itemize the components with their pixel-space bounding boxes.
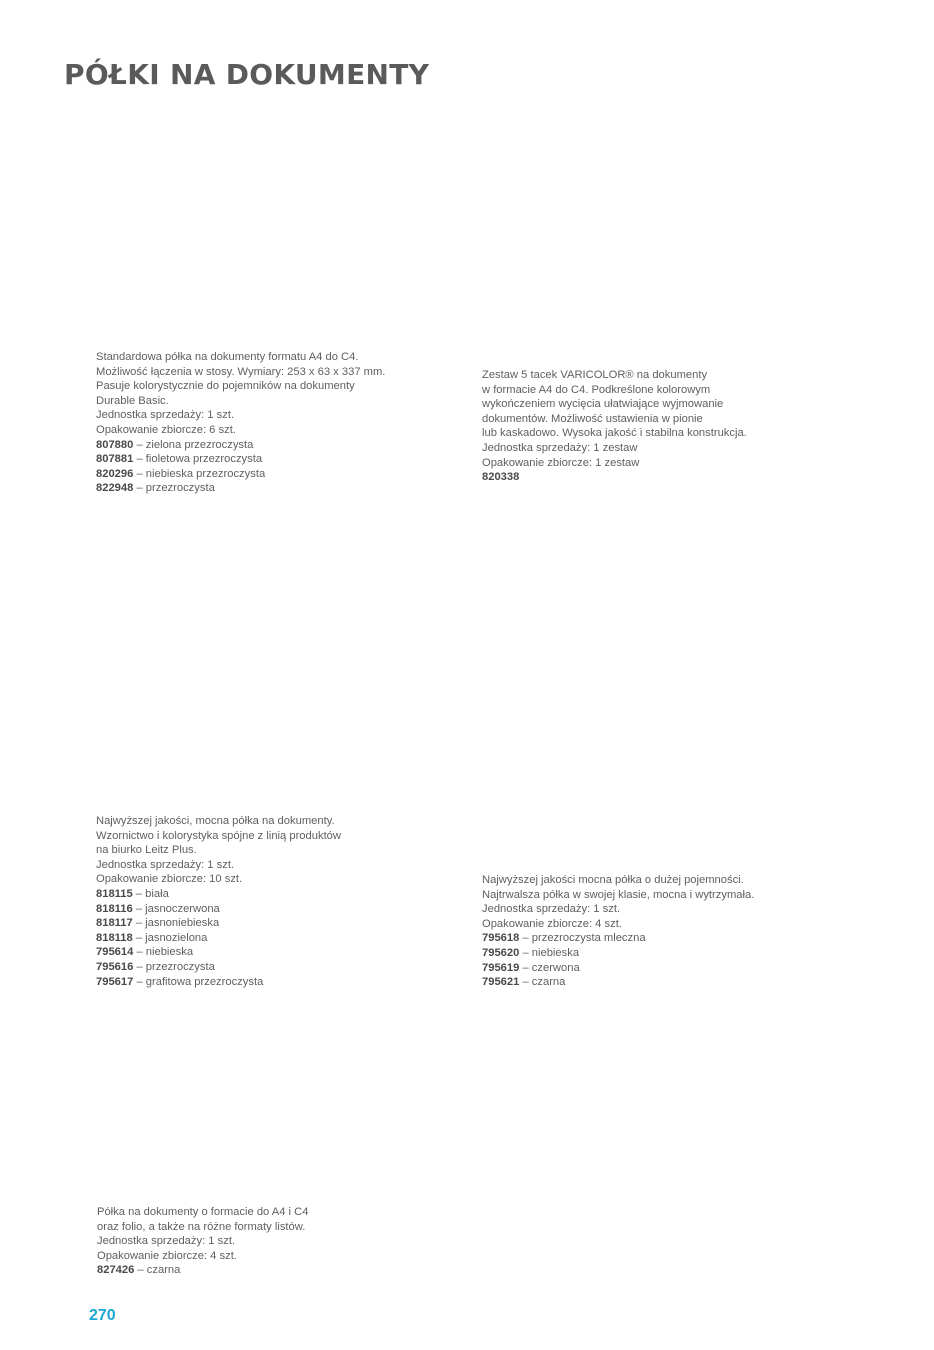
product-code: 820338 bbox=[482, 471, 520, 484]
product-block-varicolor-set bbox=[482, 368, 747, 485]
product-variant bbox=[482, 931, 754, 946]
product-block-high-capacity-shelf bbox=[482, 873, 754, 990]
product-variant bbox=[96, 481, 385, 496]
product-variant-description: – czarna bbox=[519, 976, 566, 989]
product-code: 822948 bbox=[96, 482, 134, 495]
product-variant-description: – jasnozielona bbox=[132, 931, 208, 944]
product-code: 795620 bbox=[482, 946, 520, 959]
product-code: 818118 bbox=[96, 931, 133, 944]
product-description-line: dokumentów. Możliwość ustawienia w pionie bbox=[482, 412, 703, 425]
product-variant bbox=[96, 975, 341, 990]
product-description-line: Jednostka sprzedaży: 1 zestaw bbox=[482, 441, 638, 454]
product-description-line: Najwyższej jakości, mocna półka na dokumenty. bbox=[96, 815, 335, 827]
product-description-line: Możliwość łączenia w stosy. Wymiary: 253 x 63 x 337 mm. bbox=[96, 365, 386, 378]
product-description-line: Półka na dokumenty o formacie do A4 i C4 bbox=[97, 1206, 309, 1218]
product-variant-description: – niebieska bbox=[133, 946, 194, 959]
product-variant bbox=[482, 470, 747, 485]
product-description-line: Najtrwalsza półka w swojej klasie, mocna i wytrzymała. bbox=[482, 888, 755, 901]
product-code: 807881 bbox=[96, 453, 134, 466]
product-code: 818117 bbox=[96, 917, 133, 930]
product-description-line: w formacie A4 do C4. Podkreślone kolorowym bbox=[482, 383, 711, 396]
product-variant bbox=[96, 467, 385, 482]
product-description-line: Durable Basic. bbox=[96, 394, 169, 407]
product-variant-description: – fioletowa przezroczysta bbox=[133, 453, 263, 466]
product-variant bbox=[482, 975, 754, 990]
product-description-line: Wzornictwo i kolorystyka spójne z linią produktów bbox=[96, 829, 341, 842]
product-variant-description: – przezroczysta bbox=[133, 960, 215, 973]
product-code: 820296 bbox=[96, 467, 134, 480]
product-description-line: Opakowanie zbiorcze: 10 szt. bbox=[96, 873, 243, 886]
product-block-leitz-plus-shelf bbox=[96, 814, 341, 989]
product-variant bbox=[96, 960, 341, 975]
product-description-line: Jednostka sprzedaży: 1 szt. bbox=[97, 1235, 236, 1248]
product-description-line: lub kaskadowo. Wysoka jakość i stabilna konstrukcja. bbox=[482, 427, 747, 440]
product-variant bbox=[96, 452, 385, 467]
product-variant bbox=[482, 961, 754, 976]
product-variant bbox=[96, 438, 385, 453]
product-description-line: Pasuje kolorystycznie do pojemników na dokumenty bbox=[96, 380, 355, 393]
product-description-line: oraz folio, a także na różne formaty listów. bbox=[97, 1220, 306, 1233]
product-code: 818116 bbox=[96, 902, 133, 915]
product-variant bbox=[96, 945, 341, 960]
product-code: 795619 bbox=[482, 961, 520, 974]
product-description-line: Opakowanie zbiorcze: 4 szt. bbox=[97, 1249, 237, 1262]
product-description-line: wykończeniem wycięcia ułatwiające wyjmowanie bbox=[482, 398, 724, 411]
product-code: 807880 bbox=[96, 438, 134, 451]
product-variant-description: – czerwona bbox=[519, 961, 580, 974]
product-description-line: Jednostka sprzedaży: 1 szt. bbox=[96, 858, 235, 871]
product-description-line: Najwyższej jakości mocna półka o dużej pojemności. bbox=[482, 874, 744, 886]
product-description-line: Opakowanie zbiorcze: 4 szt. bbox=[482, 917, 622, 930]
product-variant-description: – jasnoczerwona bbox=[132, 902, 220, 915]
product-code: 795618 bbox=[482, 932, 520, 945]
product-variant-description: – jasnoniebieska bbox=[132, 917, 220, 930]
product-description-line: Zestaw 5 tacek VARICOLOR® na dokumenty bbox=[482, 369, 708, 381]
page-title: PÓŁKI NA DOKUMENTY bbox=[64, 58, 430, 91]
product-code: 795616 bbox=[96, 960, 134, 973]
product-variant bbox=[96, 887, 341, 902]
product-description-line: Opakowanie zbiorcze: 6 szt. bbox=[96, 423, 236, 436]
product-description-line: Opakowanie zbiorcze: 1 zestaw bbox=[482, 456, 640, 469]
product-block-letter-shelf bbox=[97, 1205, 308, 1278]
page-number: 270 bbox=[89, 1307, 116, 1324]
product-variant-description: – przezroczysta mleczna bbox=[519, 932, 646, 945]
product-code: 818115 bbox=[96, 887, 133, 900]
product-variant-description: – biała bbox=[132, 887, 169, 900]
product-description-line: Standardowa półka na dokumenty formatu A4 do C4. bbox=[96, 351, 359, 363]
product-description-line: Jednostka sprzedaży: 1 szt. bbox=[96, 409, 235, 422]
product-variant-description: – czarna bbox=[134, 1264, 181, 1277]
product-code: 795614 bbox=[96, 946, 134, 959]
product-variant-description: – grafitowa przezroczysta bbox=[133, 975, 264, 988]
product-variant-description: – niebieska bbox=[519, 946, 580, 959]
product-variant bbox=[97, 1263, 308, 1278]
product-variant bbox=[96, 931, 341, 946]
product-code: 827426 bbox=[97, 1264, 135, 1277]
product-variant-description: – zielona przezroczysta bbox=[133, 438, 254, 451]
product-description-line: Jednostka sprzedaży: 1 szt. bbox=[482, 903, 621, 916]
product-code: 795621 bbox=[482, 976, 520, 989]
product-variant-description: – przezroczysta bbox=[133, 482, 215, 495]
product-variant-description: – niebieska przezroczysta bbox=[133, 467, 266, 480]
product-block-standard-shelf bbox=[96, 350, 385, 496]
product-code: 795617 bbox=[96, 975, 134, 988]
product-variant bbox=[96, 916, 341, 931]
product-variant bbox=[482, 946, 754, 961]
product-variant bbox=[96, 902, 341, 917]
product-description-line: na biurko Leitz Plus. bbox=[96, 844, 197, 857]
